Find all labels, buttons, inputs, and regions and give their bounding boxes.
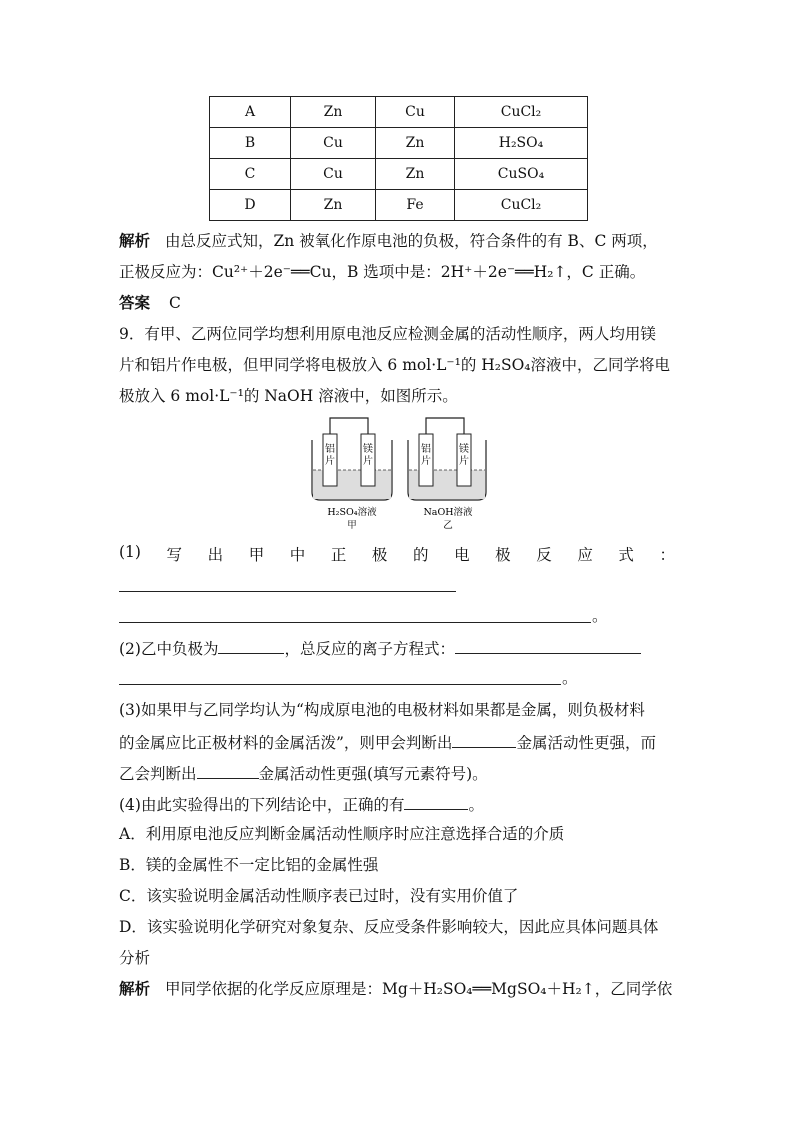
sub1-char: ： [659, 546, 675, 564]
table-cell: CuSO₄ [455, 159, 588, 190]
analysis-1-text-1: 由总反应式知，Zn 被氧化作原电池的负极，符合条件的有 B、C 两项， [164, 232, 658, 250]
answer-blank-3b[interactable] [197, 762, 259, 779]
sub1-char: 写 [166, 546, 183, 564]
sub1-char: 中 [289, 546, 306, 564]
cell-name-jia: 甲 [347, 520, 357, 531]
answer-blank-4[interactable] [404, 793, 468, 810]
table-cell: Zn [291, 97, 376, 128]
table-cell: B [210, 128, 291, 159]
sub1-char: 的 [413, 546, 429, 564]
solution-label-jia: H₂SO₄溶液 [327, 507, 377, 518]
label-mg-yi-2: 片 [459, 456, 469, 467]
sub3-line-3 [119, 762, 488, 784]
solution-label-yi: NaOH溶液 [423, 507, 473, 518]
table-cell: Cu [291, 159, 376, 190]
table-cell: A [210, 97, 291, 128]
option-d-line-2: 分析 [119, 949, 151, 967]
q9-line-2: 片和铝片作电极，但甲同学将电极放入 6 mol·L⁻¹的 H₂SO₄溶液中，乙同学将电 [119, 356, 671, 374]
sub1-char: (1) [119, 543, 141, 561]
cell-name-yi: 乙 [443, 520, 453, 531]
label-mg-yi-1: 镁 [459, 444, 469, 455]
analysis-1-line-1 [119, 231, 658, 251]
answer-blank-2a[interactable] [218, 637, 284, 654]
sub1-char: 出 [207, 546, 224, 564]
label-al-yi-1: 铝 [421, 444, 431, 455]
label-mg-jia-2: 片 [363, 456, 373, 467]
q9-line-3: 极放入 6 mol·L⁻¹的 NaOH 溶液中，如图所示。 [119, 387, 458, 405]
answer-blank-2b[interactable] [455, 637, 641, 654]
sub3-text-2b: 金属活动性更强，而 [516, 734, 656, 752]
option-c: C．该实验说明金属活动性顺序表已过时，没有实用价值了 [119, 887, 519, 905]
sub1-end: 。 [592, 607, 608, 625]
option-d-line-1: D．该实验说明化学研究对象复杂、反应受条件影响较大，因此应具体问题具体 [119, 918, 659, 936]
answer-label: 答案 [119, 293, 151, 312]
sub1-char: 式 [618, 546, 634, 564]
table-row [210, 190, 588, 221]
table-cell: Zn [376, 159, 455, 190]
wire-yi [426, 418, 464, 434]
table-cell: H₂SO₄ [455, 128, 588, 159]
answer-value: C [168, 294, 181, 312]
sub-question-2 [119, 637, 641, 659]
analysis-2-label: 解析 [119, 979, 151, 998]
wire-jia [330, 418, 368, 434]
sub3-text-3b: 金属活动性更强(填写元素符号)。 [258, 765, 488, 783]
electrolysis-figure [300, 412, 490, 534]
sub3-text-2a: 的金属应比正极材料的金属活泼”，则甲会判断出 [119, 734, 453, 752]
sub1-char: 极 [371, 546, 388, 564]
label-al-yi-2: 片 [421, 456, 431, 467]
sub4-stem [119, 793, 484, 815]
sub1-char: 反 [536, 546, 552, 564]
table-row [210, 159, 588, 190]
options-table [209, 96, 588, 221]
table-cell: Cu [376, 97, 455, 128]
table-cell: CuCl₂ [455, 190, 588, 221]
answer-blank-2c[interactable] [119, 684, 561, 685]
table-cell: CuCl₂ [455, 97, 588, 128]
answer-blank-1a[interactable] [119, 591, 456, 592]
sub3-line-1: (3)如果甲与乙同学均认为“构成原电池的电极材料如果都是金属，则负极材料 [119, 701, 645, 719]
label-mg-jia-1: 镁 [363, 444, 373, 455]
sub3-text-3a: 乙会判断出 [119, 765, 197, 783]
table-cell: Zn [291, 190, 376, 221]
q9-line-1: 9．有甲、乙两位同学均想利用原电池反应检测金属的活动性顺序，两人均用镁 [119, 325, 656, 343]
sub2-end: 。 [562, 669, 578, 687]
table-cell: Cu [291, 128, 376, 159]
label-al-jia-2: 片 [325, 456, 335, 467]
analysis-2-text: 甲同学依据的化学反应原理是：Mg＋H₂SO₄══MgSO₄＋H₂↑，乙同学依 [164, 980, 673, 998]
table-cell: Zn [376, 128, 455, 159]
sub4-text-a: (4)由此实验得出的下列结论中，正确的有 [119, 796, 405, 814]
option-b: B．镁的金属性不一定比铝的金属性强 [119, 856, 379, 874]
table-row [210, 128, 588, 159]
sub1-char: 甲 [248, 546, 265, 564]
sub1-char: 电 [454, 546, 470, 564]
cell-yi [408, 418, 486, 531]
analysis-label: 解析 [119, 231, 151, 250]
table-cell: Fe [376, 190, 455, 221]
sub2-text-1: (2)乙中负极为 [119, 640, 219, 658]
analysis-2-line [119, 979, 672, 999]
table-row [210, 97, 588, 128]
option-a: A．利用原电池反应判断金属活动性顺序时应注意选择合适的介质 [119, 825, 565, 843]
sub-question-1 [119, 543, 675, 565]
sub1-char: 应 [577, 546, 593, 564]
answer-blank-3a[interactable] [452, 731, 516, 748]
sub2-text-2: ，总反应的离子方程式： [284, 640, 455, 658]
sub1-char: 极 [495, 546, 511, 564]
sub3-line-2 [119, 731, 656, 753]
answer-line [119, 293, 181, 313]
sub4-text-b: 。 [468, 796, 484, 814]
cell-jia [312, 418, 392, 531]
answer-blank-1b[interactable] [119, 622, 591, 623]
table-cell: C [210, 159, 291, 190]
label-al-jia-1: 铝 [325, 444, 335, 455]
analysis-1-line-2: 正极反应为：Cu²⁺＋2e⁻══Cu，B 选项中是：2H⁺＋2e⁻══H₂↑，C 正确。 [119, 263, 646, 281]
table-cell: D [210, 190, 291, 221]
sub1-char: 正 [330, 546, 347, 564]
